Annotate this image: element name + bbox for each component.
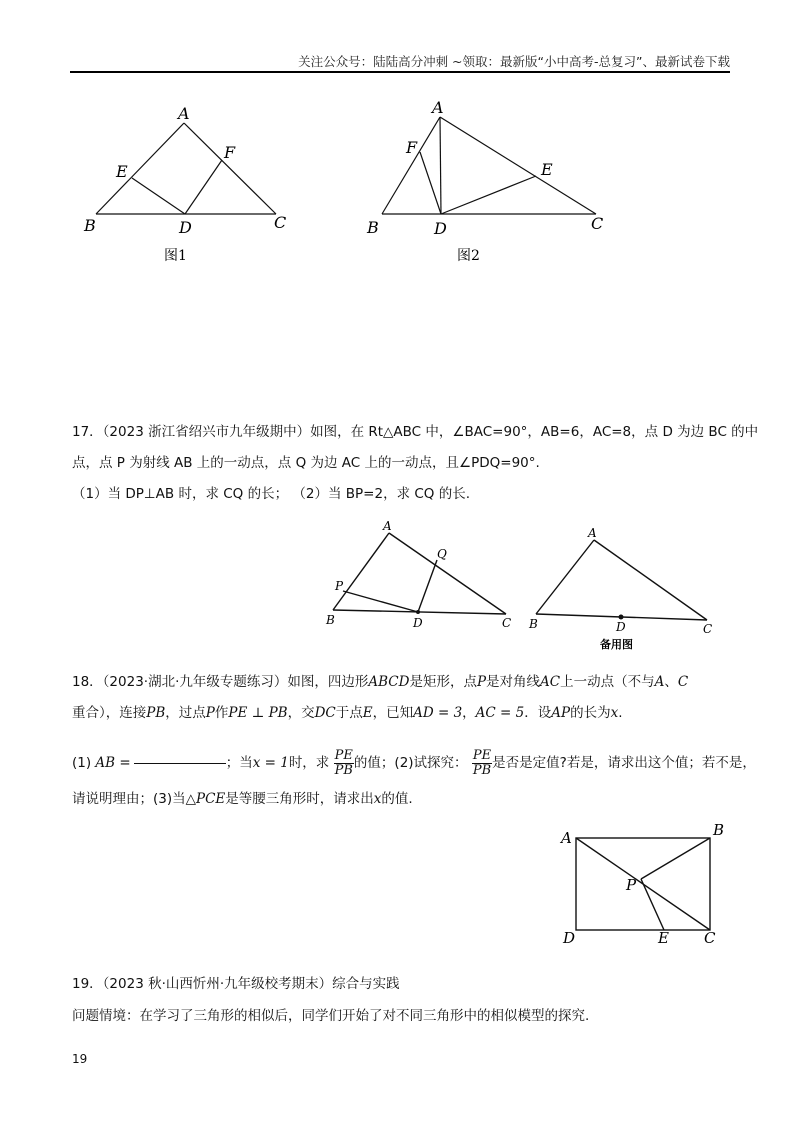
q17-fig-label-a: A [383,519,392,533]
q19-line-1: 19．（2023 秋·山西忻州·九年级校考期末）综合与实践 [72,976,400,992]
fig2-label-b: B [367,218,379,237]
fraction-pe-pb: $\frac{PE}{PB}$ [334,747,353,778]
q17-line-1: 17．（2023 浙江省绍兴市九年级期中）如图，在 Rt△ABC 中，∠BAC=90°，AB=6，AC=8，点 D 为边 BC 的中 [72,424,759,440]
q18-line-3: (1) AB = ；当x = 1时，求 $\frac{PE}{PB}$ 的值；(2)试探究： $\frac{PE}{PB}$ 是否是定值?若是，请求出这个值；若不是， [72,747,756,778]
q17-fig2-caption: 备用图 [600,638,633,651]
fig1-label-d: D [179,218,192,237]
fig1-caption: 图1 [164,248,187,264]
q17-fig2-label-c: C [703,622,713,636]
q19-line-2: 问题情境：在学习了三角形的相似后，同学们开始了对不同三角形中的相似模型的探究. [72,1008,590,1024]
fig2-caption: 图2 [457,248,480,264]
q17-fig2-label-b: B [529,617,538,631]
fig1-label-c: C [274,213,287,232]
q18-fig-label-d: D [563,929,576,947]
fig2-label-d: D [434,219,447,238]
page-header: 关注公众号：陆陆高分冲刺 ~领取：最新版“小中高考-总复习”、最新试卷下载 [298,54,730,69]
q17-fig-label-p: P [335,579,344,593]
fig1-label-f: F [224,143,236,162]
q17-fig-label-c: C [502,616,512,630]
q17-fig-label-q: Q [437,547,447,561]
fig2-label-c: C [591,214,604,233]
q18-fig-label-c: C [704,929,716,947]
q18-fig-label-e: E [658,929,669,947]
fig1-label-a: A [178,104,190,123]
page-number: 19 [72,1052,88,1066]
q18-fig-label-b: B [713,821,725,839]
q18-fig-label-p: P [626,876,637,894]
q18-fig-label-a: A [561,829,572,847]
q17-fig-label-d: D [413,616,423,630]
fig2-label-e: E [541,160,553,179]
q17-fig-label-b: B [326,613,335,627]
q17-line-3: （1）当 DP⊥AB 时，求 CQ 的长； （2）当 BP=2，求 CQ 的长. [72,486,470,502]
fig1-label-b: B [84,216,96,235]
fraction-pe-pb-2: $\frac{PE}{PB}$ [472,747,492,778]
q17-fig2-label-a: A [588,526,597,540]
q17-line-2: 点，点 P 为射线 AB 上的一动点，点 Q 为边 AC 上的一动点，且∠PDQ=90°. [72,455,540,471]
q18-line-2: 重合），连接PB，过点P作PE ⊥ PB，交DC于点E，已知AD = 3，AC = 5．设AP的长为x. [72,705,623,721]
fig2-label-a: A [432,98,444,117]
fig2-label-f: F [406,138,418,157]
q18-line-1: 18．（2023·湖北·九年级专题练习）如图，四边形ABCD是矩形，点P是对角线AC上一动点（不与A、C [72,674,689,690]
q17-fig2-label-d: D [616,620,626,634]
fig1-label-e: E [116,162,128,181]
q18-line-4: 请说明理由；(3)当△PCE是等腰三角形时，请求出x的值. [72,791,413,807]
